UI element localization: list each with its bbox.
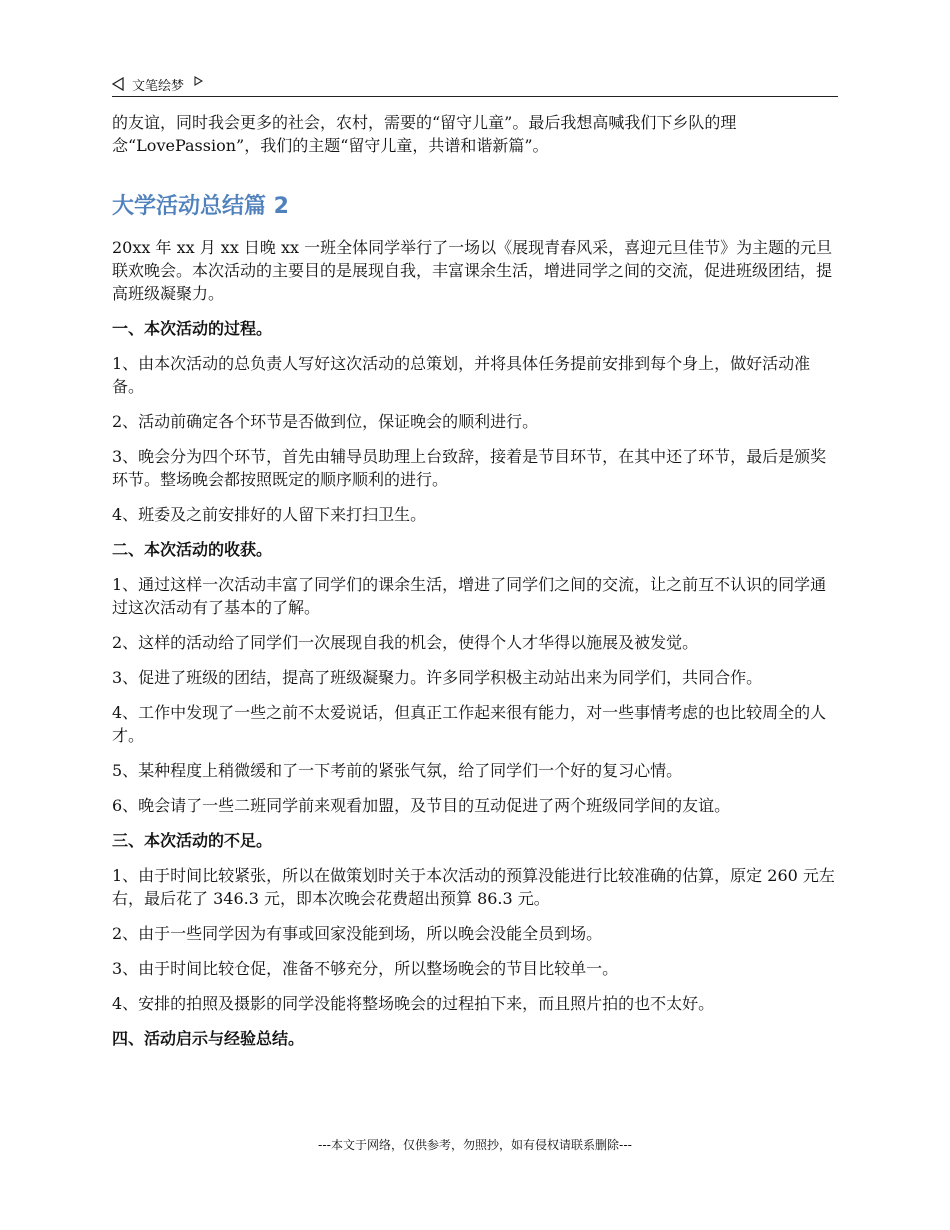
shortcomings-heading: 三、本次活动的不足。 bbox=[112, 831, 273, 850]
header-brand: 文笔绘梦 bbox=[132, 78, 185, 94]
process-heading: 一、本次活动的过程。 bbox=[112, 319, 273, 338]
intro-paragraph: 的友谊，同时我会更多的社会，农村，需要的“留守儿童”。最后我想高喊我们下乡队的理念“LovePassion”，我们的主题“留守儿童，共谱和谐新篇”。 bbox=[112, 113, 737, 155]
gains-item: 1、通过这样一次活动丰富了同学们的课余生活，增进了同学们之间的交流，让之前互不认识的同学通过这次活动有了基本的了解。 bbox=[112, 575, 827, 617]
shortcomings-item: 4、安排的拍照及摄影的同学没能将整场晚会的过程拍下来，而且照片拍的也不太好。 bbox=[112, 994, 715, 1013]
section-title: 大学活动总结篇 2 bbox=[112, 194, 289, 219]
gains-item: 2、这样的活动给了同学们一次展现自我的机会，使得个人才华得以施展及被发觉。 bbox=[112, 633, 699, 652]
triangle-left-icon bbox=[112, 77, 124, 91]
document-body bbox=[112, 111, 840, 1062]
page-header bbox=[112, 72, 838, 97]
process-item: 1、由本次活动的总负责人写好这次活动的总策划，并将具体任务提前安排到每个身上，做好活动准备。 bbox=[112, 354, 811, 396]
page-footer: ---本文于网络，仅供参考，勿照抄，如有侵权请联系删除--- bbox=[318, 1138, 632, 1152]
gains-item: 3、促进了班级的团结，提高了班级凝聚力。许多同学积极主动站出来为同学们，共同合作。 bbox=[112, 668, 763, 687]
gains-item: 4、工作中发现了一些之前不太爱说话，但真正工作起来很有能力，对一些事情考虑的也比较周全的人才。 bbox=[112, 703, 827, 745]
gains-item: 6、晚会请了一些二班同学前来观看加盟，及节目的互动促进了两个班级同学间的友谊。 bbox=[112, 796, 731, 815]
shortcomings-item: 2、由于一些同学因为有事或回家没能到场，所以晚会没能全员到场。 bbox=[112, 924, 603, 943]
gains-heading: 二、本次活动的收获。 bbox=[112, 540, 273, 559]
shortcomings-item: 3、由于时间比较仓促，准备不够充分，所以整场晚会的节目比较单一。 bbox=[112, 959, 619, 978]
section-opening-paragraph: 20xx 年 xx 月 xx 日晚 xx 一班全体同学举行了一场以《展现青春风采，喜迎元旦佳节》为主题的元旦联欢晚会。本次活动的主要目的是展现自我，丰富课余生活，增进同学之间的交流，促进班级团结，提高班级凝聚力。 bbox=[112, 238, 833, 303]
process-item: 2、活动前确定各个环节是否做到位，保证晚会的顺利进行。 bbox=[112, 412, 539, 431]
triangle-right-icon bbox=[194, 76, 203, 86]
lessons-heading: 四、活动启示与经验总结。 bbox=[112, 1029, 305, 1048]
shortcomings-item: 1、由于时间比较紧张，所以在做策划时关于本次活动的预算没能进行比较准确的估算，原定 260 元左右，最后花了 346.3 元，即本次晚会花费超出预算 86.3 元。 bbox=[112, 866, 835, 908]
gains-item: 5、某种程度上稍微缓和了一下考前的紧张气氛，给了同学们一个好的复习心情。 bbox=[112, 761, 683, 780]
process-item: 3、晚会分为四个环节，首先由辅导员助理上台致辞，接着是节目环节，在其中还了环节，最后是颁奖环节。整场晚会都按照既定的顺序顺利的进行。 bbox=[112, 447, 827, 489]
process-item: 4、班委及之前安排好的人留下来打扫卫生。 bbox=[112, 505, 427, 524]
